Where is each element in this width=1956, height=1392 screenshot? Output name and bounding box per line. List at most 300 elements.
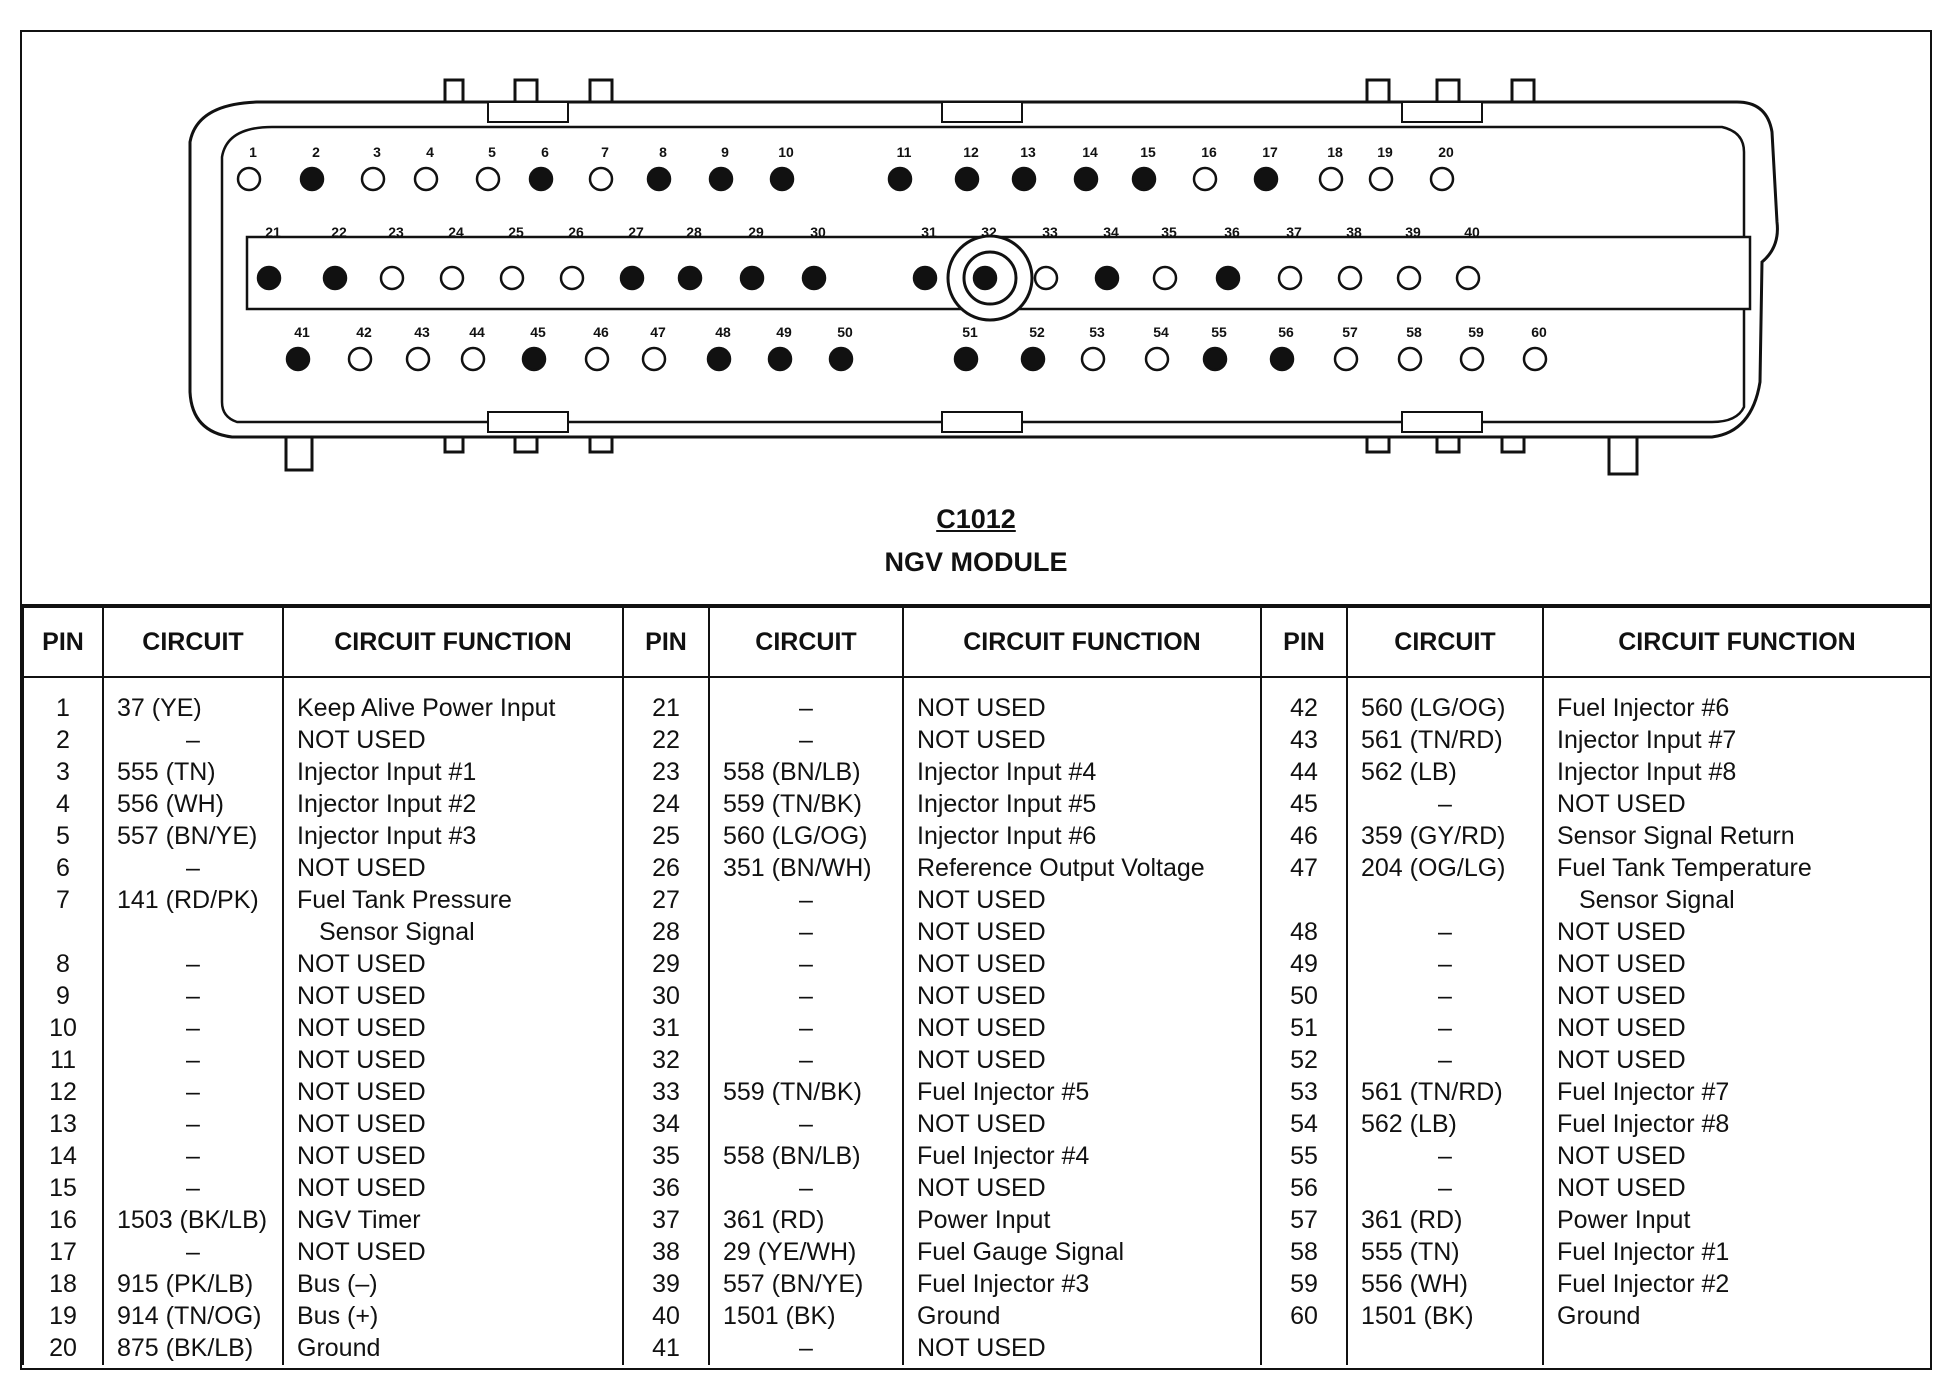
circuit-function: Power Input bbox=[917, 1206, 1051, 1234]
pin-number: 1 bbox=[56, 694, 70, 722]
pin-number: 3 bbox=[56, 758, 70, 786]
circuit-value: 37 (YE) bbox=[117, 694, 202, 722]
pin-label: 36 bbox=[1224, 224, 1240, 240]
function-column-3 bbox=[1543, 677, 1931, 1365]
circuit-value: 558 (BN/LB) bbox=[723, 758, 861, 786]
circuit-value: – bbox=[799, 1174, 813, 1202]
circuit-value: – bbox=[186, 854, 200, 882]
pin-empty bbox=[1339, 267, 1361, 289]
circuit-function: Ground bbox=[1557, 1302, 1641, 1330]
pin-number: 34 bbox=[652, 1110, 680, 1138]
pin-label: 46 bbox=[593, 324, 609, 340]
circuit-function: NOT USED bbox=[297, 854, 426, 882]
pin-empty bbox=[561, 267, 583, 289]
pin-filled bbox=[258, 267, 280, 289]
pin-empty bbox=[441, 267, 463, 289]
circuit-function: Keep Alive Power Input bbox=[297, 694, 556, 722]
table-header-row bbox=[23, 607, 1931, 677]
pin-empty bbox=[362, 168, 384, 190]
module-name: NGV MODULE bbox=[884, 547, 1068, 577]
circuit-function: NOT USED bbox=[297, 1174, 426, 1202]
pin-label: 34 bbox=[1103, 224, 1119, 240]
pin-number: 49 bbox=[1290, 950, 1318, 978]
pin-filled bbox=[1022, 348, 1044, 370]
rail-bar bbox=[1402, 412, 1482, 432]
pin-number: 9 bbox=[56, 982, 70, 1010]
circuit-function: Injector Input #4 bbox=[917, 758, 1097, 786]
pin-empty bbox=[586, 348, 608, 370]
pin-filled bbox=[523, 348, 545, 370]
pin-label: 38 bbox=[1346, 224, 1362, 240]
circuit-function: Fuel Injector #6 bbox=[1557, 694, 1730, 722]
circuit-function: NOT USED bbox=[917, 1174, 1046, 1202]
pin-empty bbox=[1082, 348, 1104, 370]
circuit-value: 559 (TN/BK) bbox=[723, 1078, 862, 1106]
circuit-function: Sensor Signal Return bbox=[1557, 822, 1795, 850]
circuit-value: – bbox=[186, 950, 200, 978]
circuit-value: – bbox=[1438, 982, 1452, 1010]
pin-label: 55 bbox=[1211, 324, 1227, 340]
pin-number: 17 bbox=[49, 1238, 77, 1266]
pin-label: 52 bbox=[1029, 324, 1045, 340]
circuit-value: 204 (OG/LG) bbox=[1361, 854, 1506, 882]
pin-label: 27 bbox=[628, 224, 644, 240]
pin-empty bbox=[381, 267, 403, 289]
pin-label: 2 bbox=[312, 144, 320, 160]
pin-label: 18 bbox=[1327, 144, 1343, 160]
circuit-value: 141 (RD/PK) bbox=[117, 886, 259, 914]
circuit-value: 556 (WH) bbox=[1361, 1270, 1468, 1298]
circuit-value: – bbox=[799, 950, 813, 978]
diagram-frame bbox=[20, 30, 1932, 1370]
circuit-value: – bbox=[799, 1110, 813, 1138]
circuit-value: 359 (GY/RD) bbox=[1361, 822, 1506, 850]
circuit-function: NOT USED bbox=[1557, 1014, 1686, 1042]
pin-number: 53 bbox=[1290, 1078, 1318, 1106]
pin-number: 11 bbox=[50, 1046, 76, 1074]
circuit-value: – bbox=[186, 1046, 200, 1074]
pin-label: 13 bbox=[1020, 144, 1036, 160]
circuit-value: – bbox=[799, 726, 813, 754]
circuit-function: Power Input bbox=[1557, 1206, 1691, 1234]
pin-label: 39 bbox=[1405, 224, 1421, 240]
circuit-function: Injector Input #1 bbox=[297, 758, 477, 786]
pin-number: 5 bbox=[56, 822, 70, 850]
pin-filled bbox=[1013, 168, 1035, 190]
pin-label: 35 bbox=[1161, 224, 1177, 240]
pin-label: 60 bbox=[1531, 324, 1547, 340]
pin-number: 26 bbox=[652, 854, 680, 882]
pin-empty bbox=[1457, 267, 1479, 289]
circuit-function: NOT USED bbox=[1557, 1174, 1686, 1202]
circuit-value: 29 (YE/WH) bbox=[723, 1238, 857, 1266]
pin-number: 57 bbox=[1290, 1206, 1318, 1234]
pin-filled bbox=[1271, 348, 1293, 370]
circuit-function: NOT USED bbox=[1557, 950, 1686, 978]
circuit-function: NOT USED bbox=[917, 1110, 1046, 1138]
pin-number: 38 bbox=[652, 1238, 680, 1266]
circuit-value: 361 (RD) bbox=[1361, 1206, 1463, 1234]
circuit-function: Reference Output Voltage bbox=[917, 854, 1205, 882]
pin-number: 16 bbox=[49, 1206, 77, 1234]
rail-bar bbox=[488, 102, 568, 122]
pin-label: 47 bbox=[650, 324, 666, 340]
pin-label: 49 bbox=[776, 324, 792, 340]
latch-tab bbox=[590, 80, 612, 102]
pin-filled bbox=[708, 348, 730, 370]
circuit-function: NOT USED bbox=[1557, 790, 1686, 818]
circuit-function: Bus (–) bbox=[297, 1270, 378, 1298]
pin-label: 19 bbox=[1377, 144, 1393, 160]
pin-number: 41 bbox=[652, 1334, 680, 1362]
circuit-function-continued: Sensor Signal bbox=[319, 918, 475, 946]
pin-number: 52 bbox=[1290, 1046, 1318, 1074]
circuit-value: – bbox=[1438, 1174, 1452, 1202]
pin-number: 14 bbox=[49, 1142, 77, 1170]
pin-filled bbox=[830, 348, 852, 370]
header-pin: PIN bbox=[623, 607, 709, 677]
pin-label: 59 bbox=[1468, 324, 1484, 340]
circuit-function: NOT USED bbox=[1557, 1142, 1686, 1170]
pin-label: 15 bbox=[1140, 144, 1156, 160]
pin-number: 32 bbox=[652, 1046, 680, 1074]
pin-label: 26 bbox=[568, 224, 584, 240]
row-spacer bbox=[25, 916, 101, 948]
pin-empty bbox=[1194, 168, 1216, 190]
pin-filled bbox=[769, 348, 791, 370]
pin-number: 22 bbox=[652, 726, 680, 754]
circuit-value: 361 (RD) bbox=[723, 1206, 825, 1234]
circuit-function: Fuel Injector #7 bbox=[1557, 1078, 1730, 1106]
latch-tab bbox=[1367, 80, 1389, 102]
row-spacer bbox=[1349, 884, 1541, 916]
pin-label: 21 bbox=[265, 224, 281, 240]
circuit-value: – bbox=[186, 982, 200, 1010]
pin-label: 56 bbox=[1278, 324, 1294, 340]
circuit-value: 351 (BN/WH) bbox=[723, 854, 872, 882]
pin-label: 50 bbox=[837, 324, 853, 340]
circuit-value: – bbox=[186, 1174, 200, 1202]
header-circuit-function: CIRCUIT FUNCTION bbox=[1543, 607, 1931, 677]
circuit-value: – bbox=[799, 1014, 813, 1042]
circuit-value: – bbox=[799, 982, 813, 1010]
pin-empty bbox=[477, 168, 499, 190]
circuit-value: – bbox=[186, 1238, 200, 1266]
pin-number: 42 bbox=[1290, 694, 1318, 722]
pin-number: 20 bbox=[49, 1334, 77, 1362]
header-circuit: CIRCUIT bbox=[103, 607, 283, 677]
circuit-function: Injector Input #2 bbox=[297, 790, 477, 818]
pin-label: 8 bbox=[659, 144, 667, 160]
pin-label: 51 bbox=[962, 324, 978, 340]
pin-filled bbox=[301, 168, 323, 190]
pin-filled bbox=[648, 168, 670, 190]
pin-label: 14 bbox=[1082, 144, 1098, 160]
pin-number: 19 bbox=[49, 1302, 77, 1330]
pin-empty bbox=[643, 348, 665, 370]
pin-label: 22 bbox=[331, 224, 347, 240]
pin-empty bbox=[1146, 348, 1168, 370]
row-spacer bbox=[1263, 884, 1345, 916]
pin-number: 24 bbox=[652, 790, 680, 818]
circuit-function: NOT USED bbox=[917, 1014, 1046, 1042]
pin-label: 11 bbox=[896, 144, 912, 160]
pin-number: 25 bbox=[652, 822, 680, 850]
circuit-value: – bbox=[799, 694, 813, 722]
circuit-function: NOT USED bbox=[297, 1142, 426, 1170]
pin-number: 54 bbox=[1290, 1110, 1318, 1138]
circuit-function: Fuel Injector #4 bbox=[917, 1142, 1090, 1170]
pin-filled bbox=[974, 267, 996, 289]
pin-filled bbox=[710, 168, 732, 190]
pin-label: 57 bbox=[1342, 324, 1358, 340]
pin-column-2 bbox=[623, 677, 709, 1365]
circuit-function: NOT USED bbox=[1557, 918, 1686, 946]
pin-number: 21 bbox=[652, 694, 680, 722]
pin-number: 4 bbox=[56, 790, 70, 818]
circuit-value: 1501 (BK) bbox=[723, 1302, 836, 1330]
circuit-function: NOT USED bbox=[297, 1238, 426, 1266]
circuit-function: Injector Input #3 bbox=[297, 822, 477, 850]
header-circuit-function: CIRCUIT FUNCTION bbox=[903, 607, 1261, 677]
pin-filled bbox=[1075, 168, 1097, 190]
pin-number: 35 bbox=[652, 1142, 680, 1170]
pin-number: 18 bbox=[49, 1270, 77, 1298]
circuit-function: NOT USED bbox=[917, 886, 1046, 914]
pin-label: 7 bbox=[601, 144, 609, 160]
circuit-column-3 bbox=[1347, 677, 1543, 1365]
pin-label: 17 bbox=[1262, 144, 1278, 160]
pin-number: 29 bbox=[652, 950, 680, 978]
circuit-function: NOT USED bbox=[297, 1078, 426, 1106]
circuit-function: Fuel Injector #5 bbox=[917, 1078, 1090, 1106]
pin-filled bbox=[956, 168, 978, 190]
circuit-value: 557 (BN/YE) bbox=[723, 1270, 864, 1298]
pin-label: 30 bbox=[810, 224, 826, 240]
header-circuit: CIRCUIT bbox=[709, 607, 903, 677]
pin-empty bbox=[1035, 267, 1057, 289]
circuit-function-continued: Sensor Signal bbox=[1579, 886, 1735, 914]
pin-number: 46 bbox=[1290, 822, 1318, 850]
circuit-value: – bbox=[799, 1334, 813, 1362]
pin-empty bbox=[1524, 348, 1546, 370]
pin-filled bbox=[1096, 267, 1118, 289]
pin-filled bbox=[621, 267, 643, 289]
circuit-value: – bbox=[1438, 1014, 1452, 1042]
pin-number: 48 bbox=[1290, 918, 1318, 946]
circuit-function: NOT USED bbox=[297, 726, 426, 754]
pin-empty bbox=[590, 168, 612, 190]
pin-empty bbox=[1399, 348, 1421, 370]
pin-label: 44 bbox=[469, 324, 485, 340]
pin-label: 16 bbox=[1201, 144, 1217, 160]
pin-label: 41 bbox=[294, 324, 310, 340]
circuit-value: 558 (BN/LB) bbox=[723, 1142, 861, 1170]
circuit-value: 557 (BN/YE) bbox=[117, 822, 258, 850]
pin-table bbox=[22, 606, 1932, 1365]
circuit-value: 561 (TN/RD) bbox=[1361, 1078, 1503, 1106]
circuit-function: Fuel Injector #2 bbox=[1557, 1270, 1730, 1298]
pin-label: 1 bbox=[249, 144, 257, 160]
rail-bar bbox=[1402, 102, 1482, 122]
circuit-value: 875 (BK/LB) bbox=[117, 1334, 254, 1362]
header-circuit: CIRCUIT bbox=[1347, 607, 1543, 677]
pin-label: 12 bbox=[963, 144, 979, 160]
circuit-function: NOT USED bbox=[297, 1110, 426, 1138]
circuit-value: – bbox=[1438, 1046, 1452, 1074]
circuit-value: 1501 (BK) bbox=[1361, 1302, 1474, 1330]
pin-number: 56 bbox=[1290, 1174, 1318, 1202]
pin-filled bbox=[1255, 168, 1277, 190]
table-body-row bbox=[23, 677, 1931, 1365]
circuit-function: Ground bbox=[297, 1334, 381, 1362]
circuit-value: 915 (PK/LB) bbox=[117, 1270, 254, 1298]
pin-label: 23 bbox=[388, 224, 404, 240]
pin-filled bbox=[889, 168, 911, 190]
pin-filled bbox=[771, 168, 793, 190]
circuit-function: Fuel Injector #3 bbox=[917, 1270, 1090, 1298]
circuit-function: NOT USED bbox=[297, 1046, 426, 1074]
pin-number: 36 bbox=[652, 1174, 680, 1202]
pin-label: 37 bbox=[1286, 224, 1302, 240]
pin-number: 60 bbox=[1290, 1302, 1318, 1330]
circuit-function: NOT USED bbox=[1557, 1046, 1686, 1074]
circuit-value: 559 (TN/BK) bbox=[723, 790, 862, 818]
rail-bar bbox=[942, 102, 1022, 122]
pin-label: 20 bbox=[1438, 144, 1454, 160]
pin-empty bbox=[1398, 267, 1420, 289]
pin-filled bbox=[1133, 168, 1155, 190]
pin-label: 32 bbox=[981, 224, 997, 240]
circuit-function: Ground bbox=[917, 1302, 1001, 1330]
latch-tab bbox=[1437, 80, 1459, 102]
pin-number: 8 bbox=[56, 950, 70, 978]
circuit-function: Injector Input #7 bbox=[1557, 726, 1737, 754]
pin-empty bbox=[501, 267, 523, 289]
pin-empty bbox=[415, 168, 437, 190]
circuit-function: NOT USED bbox=[917, 950, 1046, 978]
pin-filled bbox=[679, 267, 701, 289]
circuit-value: – bbox=[1438, 790, 1452, 818]
circuit-value: – bbox=[799, 918, 813, 946]
pin-empty bbox=[1461, 348, 1483, 370]
pin-label: 4 bbox=[426, 144, 434, 160]
circuit-value: 561 (TN/RD) bbox=[1361, 726, 1503, 754]
pin-filled bbox=[914, 267, 936, 289]
circuit-function: NOT USED bbox=[917, 1046, 1046, 1074]
circuit-value: 555 (TN) bbox=[117, 758, 216, 786]
circuit-function: NOT USED bbox=[297, 982, 426, 1010]
circuit-function: Fuel Tank Pressure bbox=[297, 886, 512, 914]
pin-label: 53 bbox=[1089, 324, 1105, 340]
circuit-function: NOT USED bbox=[917, 694, 1046, 722]
circuit-function: Injector Input #6 bbox=[917, 822, 1097, 850]
pin-filled bbox=[287, 348, 309, 370]
circuit-value: 555 (TN) bbox=[1361, 1238, 1460, 1266]
rail-bar bbox=[942, 412, 1022, 432]
circuit-function: Injector Input #5 bbox=[917, 790, 1097, 818]
rail-bar bbox=[488, 412, 568, 432]
circuit-function: Fuel Injector #8 bbox=[1557, 1110, 1730, 1138]
circuit-value: – bbox=[186, 1110, 200, 1138]
pin-label: 28 bbox=[686, 224, 702, 240]
circuit-function: NOT USED bbox=[1557, 982, 1686, 1010]
pin-label: 6 bbox=[541, 144, 549, 160]
pin-number: 45 bbox=[1290, 790, 1318, 818]
pin-empty bbox=[407, 348, 429, 370]
pin-number: 6 bbox=[56, 854, 70, 882]
pin-number: 15 bbox=[49, 1174, 77, 1202]
connector-diagram bbox=[22, 32, 1930, 502]
pin-filled bbox=[1204, 348, 1226, 370]
connector-area bbox=[22, 32, 1930, 606]
circuit-function: NOT USED bbox=[297, 950, 426, 978]
circuit-value: 562 (LB) bbox=[1361, 1110, 1457, 1138]
circuit-value: – bbox=[799, 886, 813, 914]
pin-number: 31 bbox=[652, 1014, 680, 1042]
pin-label: 10 bbox=[778, 144, 794, 160]
circuit-column-1 bbox=[103, 677, 283, 1365]
pin-number: 7 bbox=[56, 886, 70, 914]
pin-filled bbox=[955, 348, 977, 370]
row-spacer bbox=[105, 916, 281, 948]
pin-number: 30 bbox=[652, 982, 680, 1010]
pin-filled bbox=[324, 267, 346, 289]
pin-number: 59 bbox=[1290, 1270, 1318, 1298]
pin-filled bbox=[1217, 267, 1239, 289]
circuit-value: 560 (LG/OG) bbox=[723, 822, 868, 850]
pin-number: 51 bbox=[1290, 1014, 1318, 1042]
circuit-function: NOT USED bbox=[917, 982, 1046, 1010]
pin-label: 24 bbox=[448, 224, 464, 240]
pin-filled bbox=[530, 168, 552, 190]
circuit-value: – bbox=[186, 1078, 200, 1106]
pin-number: 47 bbox=[1290, 854, 1318, 882]
circuit-value: – bbox=[1438, 918, 1452, 946]
pin-label: 43 bbox=[414, 324, 430, 340]
header-pin: PIN bbox=[23, 607, 103, 677]
pin-empty bbox=[1279, 267, 1301, 289]
circuit-function: NOT USED bbox=[297, 1014, 426, 1042]
pin-label: 25 bbox=[508, 224, 524, 240]
pin-column-1 bbox=[23, 677, 103, 1365]
circuit-function: Fuel Gauge Signal bbox=[917, 1238, 1125, 1266]
pin-label: 54 bbox=[1153, 324, 1169, 340]
pin-number: 12 bbox=[49, 1078, 77, 1106]
pin-label: 5 bbox=[488, 144, 496, 160]
circuit-function: NOT USED bbox=[917, 726, 1046, 754]
circuit-function: NGV Timer bbox=[297, 1206, 421, 1234]
pin-number: 43 bbox=[1290, 726, 1318, 754]
circuit-value: – bbox=[1438, 950, 1452, 978]
pin-number: 28 bbox=[652, 918, 680, 946]
pin-empty bbox=[1320, 168, 1342, 190]
pin-label: 40 bbox=[1464, 224, 1480, 240]
latch-tab bbox=[515, 80, 537, 102]
pin-column-3 bbox=[1261, 677, 1347, 1365]
pin-number: 2 bbox=[56, 726, 70, 754]
pin-label: 3 bbox=[373, 144, 381, 160]
pin-label: 33 bbox=[1042, 224, 1058, 240]
pin-number: 39 bbox=[652, 1270, 680, 1298]
pin-number: 33 bbox=[652, 1078, 680, 1106]
pin-number: 23 bbox=[652, 758, 680, 786]
header-circuit-function: CIRCUIT FUNCTION bbox=[283, 607, 623, 677]
function-column-1 bbox=[283, 677, 623, 1365]
circuit-function: NOT USED bbox=[917, 918, 1046, 946]
pin-filled bbox=[803, 267, 825, 289]
circuit-value: 556 (WH) bbox=[117, 790, 224, 818]
